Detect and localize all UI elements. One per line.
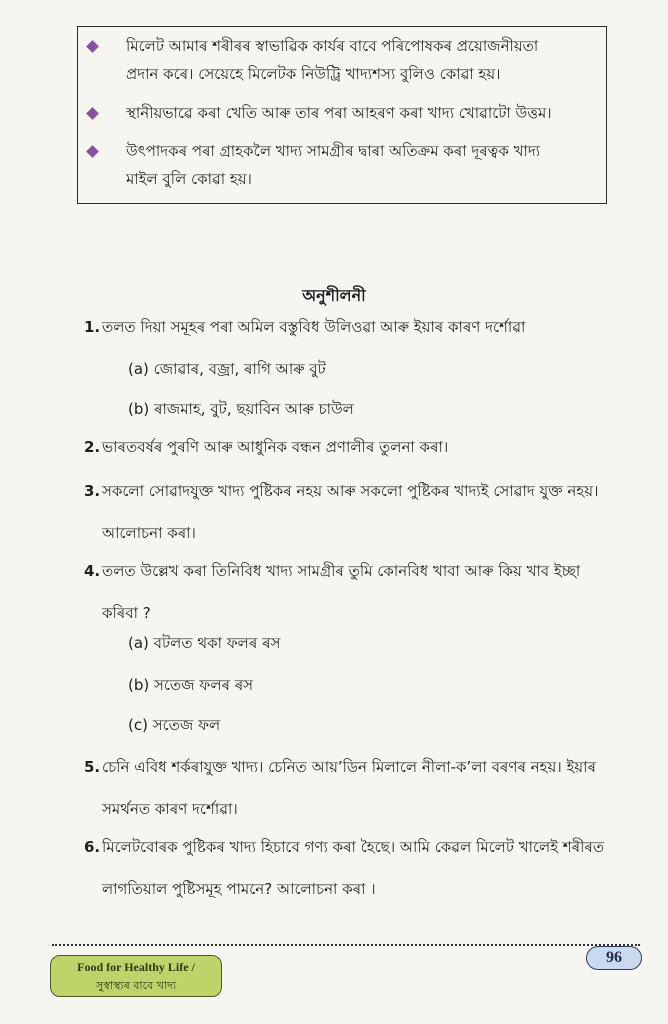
question-number: 5. (84, 758, 101, 776)
bullet-line: মিলেট আমাৰ শৰীৰৰ স্বাভাৱিক কাৰ্যৰ বাবে পৰিপোষকৰ প্ৰয়োজনীয়তা (126, 37, 539, 55)
bullet-line: উৎপাদকৰ পৰা গ্ৰাহকলৈ খাদ্য সামগ্ৰীৰ দ্বাৰা অতিক্ৰম কৰা দূৰত্বক খাদ্য (126, 142, 541, 160)
question-number: 6. (84, 838, 101, 856)
question-number: 3. (84, 482, 101, 500)
option-item: (b) সতেজ ফলৰ ৰস (128, 676, 254, 694)
question-text-cont: সমৰ্থনত কাৰণ দৰ্শোৱা। (102, 800, 238, 818)
diamond-bullet-icon (86, 40, 99, 53)
diamond-bullet-icon (86, 145, 99, 158)
bullet-line: মাইল বুলি কোৱা হয়। (126, 170, 252, 188)
option-item: (c) সতেজ ফল (128, 716, 221, 734)
exercise-title: অনুশীলনী (302, 286, 366, 305)
page-number: 96 (586, 946, 642, 970)
bullet-line: স্থানীয়ভাৱে কৰা খেতি আৰু তাৰ পৰা আহৰণ কৰা খাদ্য খোৱাটো উত্তম। (126, 104, 552, 122)
diamond-bullet-icon (86, 107, 99, 120)
question-number: 2. (84, 438, 101, 456)
question-text-cont: আলোচনা কৰা। (102, 524, 196, 542)
option-item: (a) বটলত থকা ফলৰ ৰস (128, 634, 281, 652)
question-text: চেনি এবিধ শৰ্কৰাযুক্ত খাদ্য। চেনিত আয়ʼডিন মিলালে নীলা-কʼলা বৰণৰ নহয়। ইয়াৰ (102, 758, 596, 776)
footer-book-title-badge (50, 955, 222, 997)
option-item: (a) জোৱাৰ, বজ্ৰা, ৰাগি আৰু বুট (128, 360, 326, 378)
footer-title-bn: সুস্বাস্থ্যৰ বাবে খাদ্য (95, 979, 177, 992)
question-text: তলত উল্লেখ কৰা তিনিবিধ খাদ্য সামগ্ৰীৰ তুমি কোনবিধ খাবা আৰু কিয় খাব ইচ্ছা (102, 562, 581, 580)
option-item: (b) ৰাজমাহ, বুট, ছয়াবিন আৰু চাউল (128, 400, 354, 418)
question-number: 4. (84, 562, 101, 580)
footer-divider (52, 944, 640, 946)
question-text-cont: কৰিবা ? (102, 604, 151, 622)
question-text: ভাৰতবৰ্ষৰ পুৰণি আৰু আধুনিক বন্ধন প্ৰণালীৰ তুলনা কৰা। (102, 438, 449, 456)
footer-title-en: Food for Healthy Life / (77, 960, 195, 974)
question-text: তলত দিয়া সমূহৰ পৰা অমিল বস্তুবিধ উলিওৱা আৰু ইয়াৰ কাৰণ দৰ্শোৱা (102, 318, 526, 336)
bullet-line: প্ৰদান কৰে। সেয়েহে মিলেটক নিউট্ৰি খাদ্যশস্য বুলিও কোৱা হয়। (126, 65, 501, 83)
question-text: সকলো সোৱাদযুক্ত খাদ্য পুষ্টিকৰ নহয় আৰু সকলো পুষ্টিকৰ খাদ্যই সোৱাদ যুক্ত নহয়। (102, 482, 599, 500)
summary-box (77, 26, 607, 204)
question-text: মিলেটবোৰক পুষ্টিকৰ খাদ্য হিচাবে গণ্য কৰা হৈছে। আমি কেৱল মিলেট খালেই শৰীৰত (102, 838, 605, 856)
question-number: 1. (84, 318, 101, 336)
question-text-cont: লাগতিয়াল পুষ্টিসমূহ পামনে? আলোচনা কৰা । (102, 880, 376, 898)
